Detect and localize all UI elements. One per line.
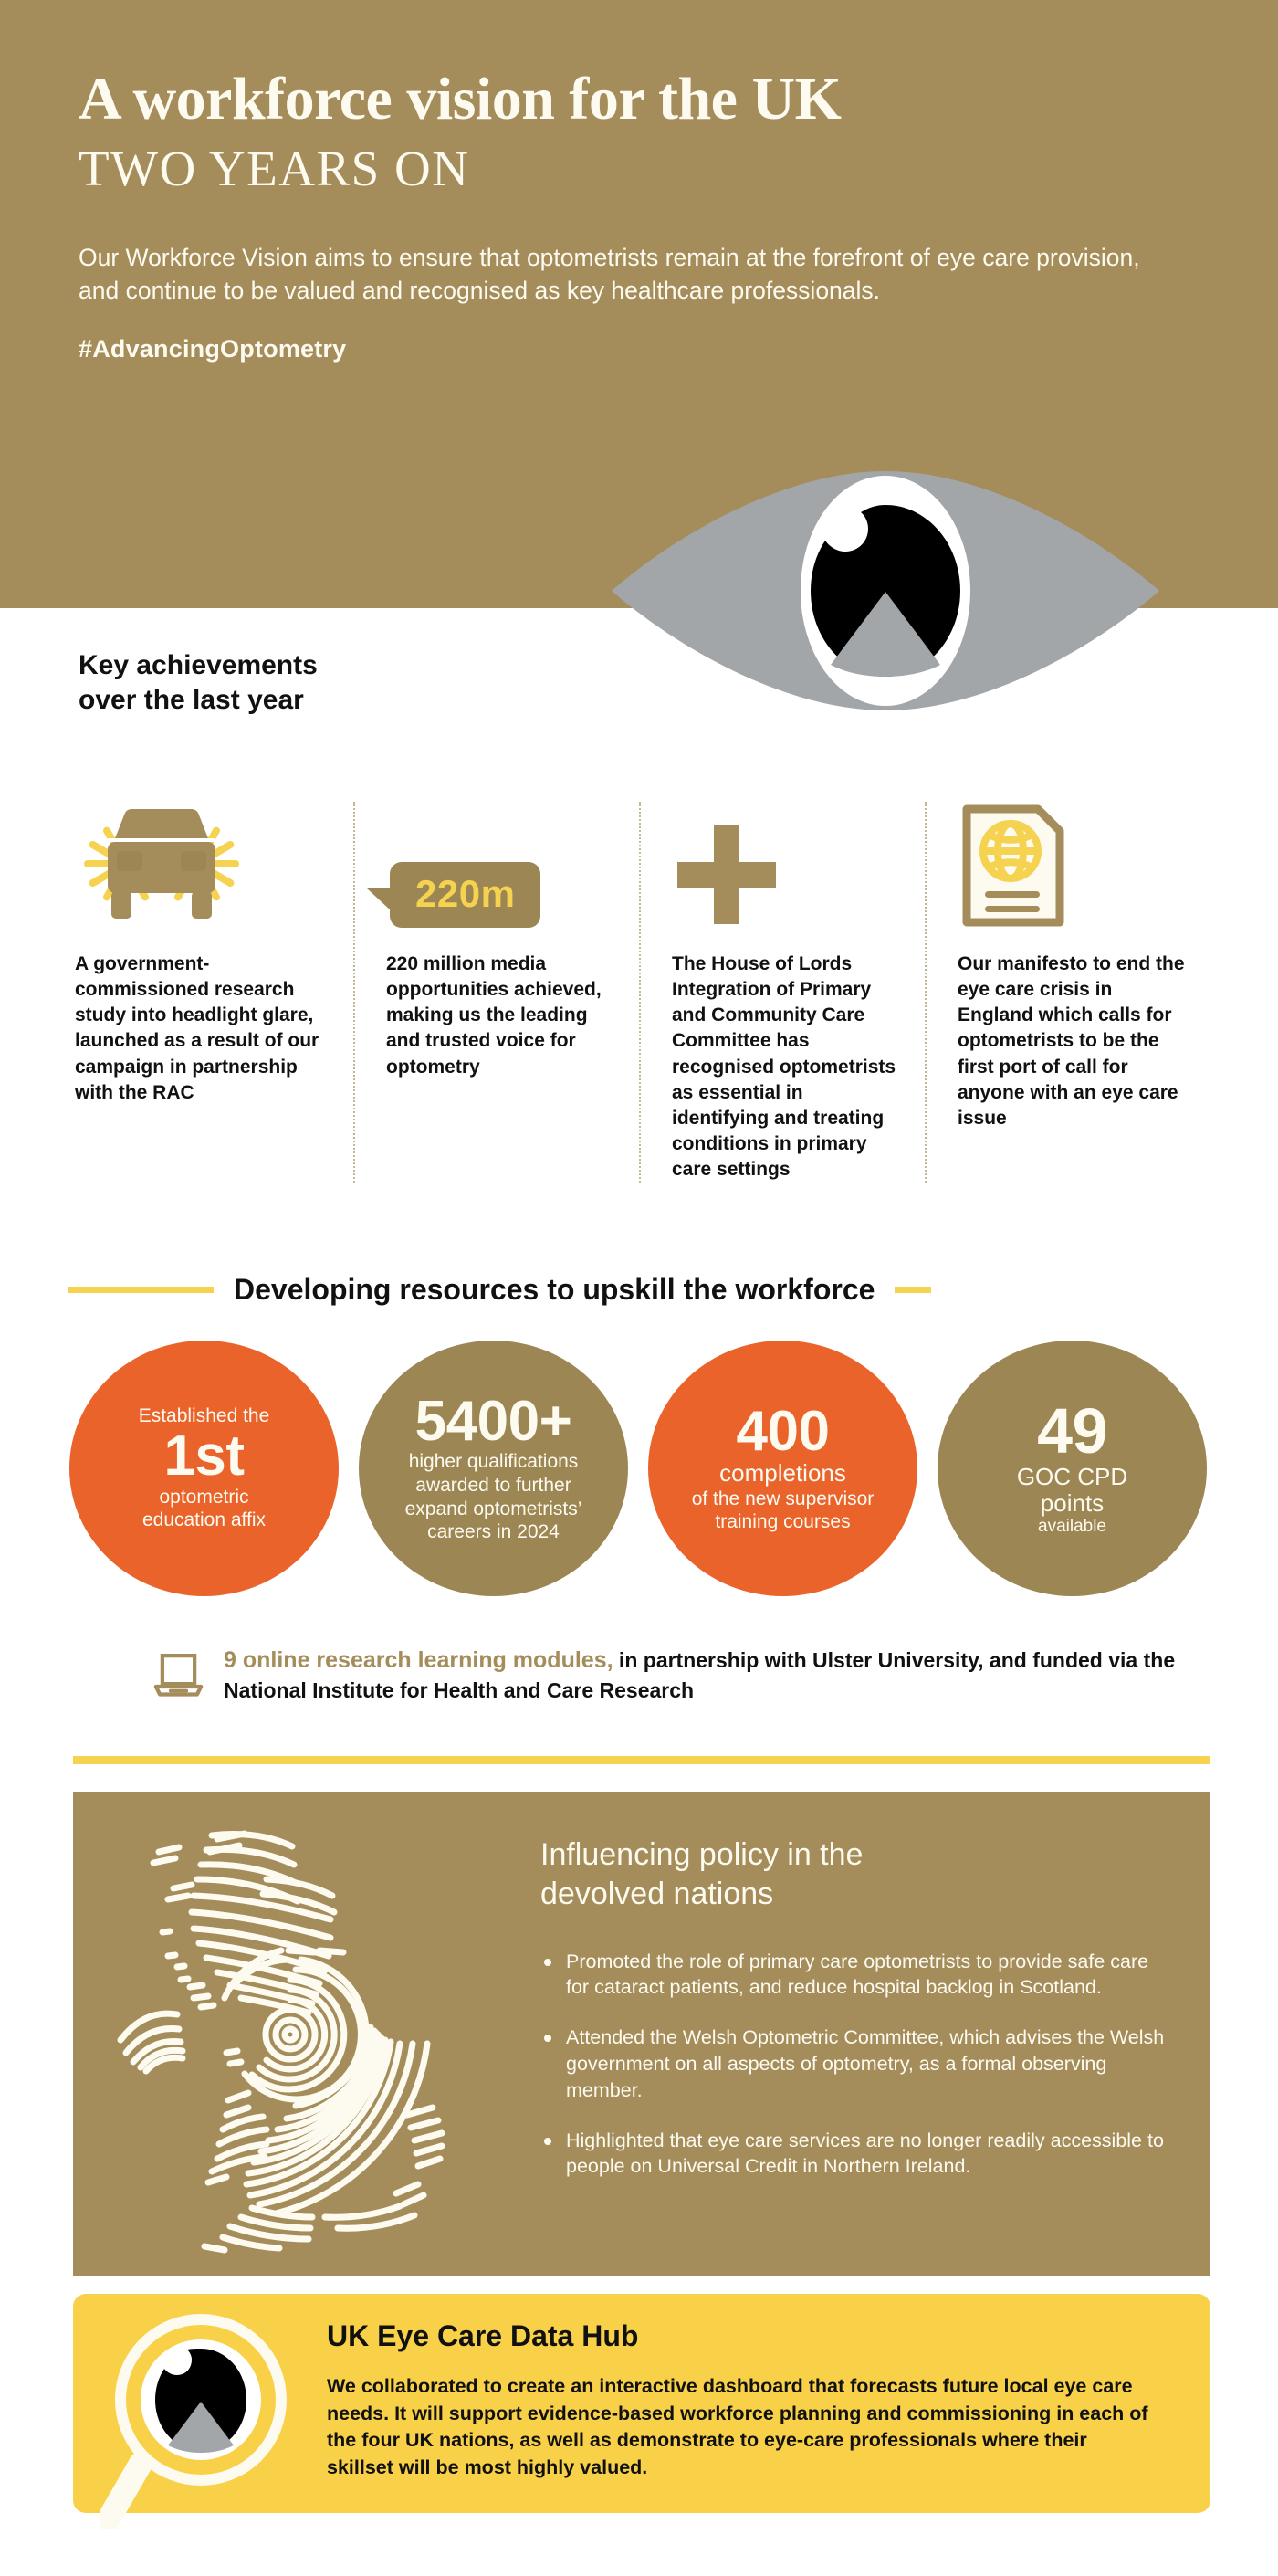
uk-eye-care-data-hub-panel xyxy=(73,2294,1210,2513)
stat-label: completions xyxy=(719,1459,846,1488)
stat-circle-supervisor-completions xyxy=(648,1341,917,1596)
influencing-policy-panel xyxy=(73,1792,1210,2276)
stat-value: 5400+ xyxy=(414,1390,572,1454)
influencing-policy-title xyxy=(540,1835,1170,1914)
achievement-icon-slot xyxy=(75,802,328,928)
laptop-icon xyxy=(153,1644,204,1708)
section-divider-rule xyxy=(73,1756,1210,1764)
car-headlight-glare-icon xyxy=(75,807,248,928)
achievement-item xyxy=(925,802,1210,1183)
developing-resources-title: Developing resources to upskill the workforce xyxy=(234,1273,875,1306)
achievement-item xyxy=(68,802,353,1183)
stat-circles xyxy=(69,1341,1215,1596)
achievement-icon-slot xyxy=(386,802,613,928)
stat-caption-line3: expand optometrists’ xyxy=(404,1498,582,1519)
achievement-text: Our manifesto to end the eye care crisis in England which calls for optometrists to be the first port of call for anyone with an eye care issue xyxy=(958,953,1185,1129)
online-modules-row xyxy=(153,1644,1231,1708)
header-banner xyxy=(0,0,1278,608)
media-opportunities-badge: 220m xyxy=(415,872,516,915)
policy-bullet: Promoted the role of primary care optometrists to provide safe care for cataract patients, and reduce hospital backlog in Scotland. xyxy=(540,1949,1170,2002)
stat-value: 49 xyxy=(1037,1394,1107,1467)
policy-bullet: Attended the Welsh Optometric Committee, which advises the Welsh government on all aspects of optometry, as a formal observing member. xyxy=(540,2024,1170,2103)
achievement-icon-slot xyxy=(672,802,899,928)
stat-caption-line1: optometric xyxy=(159,1486,249,1508)
key-achievements-heading-line2: over the last year xyxy=(79,685,304,716)
stat-prefix: Established the xyxy=(138,1405,270,1427)
influencing-policy-title-line2: devolved nations xyxy=(540,1876,774,1911)
hashtag-label: #AdvancingOptometry xyxy=(79,334,347,363)
achievement-item xyxy=(353,802,639,1183)
key-achievements-heading-line1: Key achievements xyxy=(79,650,318,680)
stat-circle-goc-cpd-points xyxy=(938,1341,1207,1596)
data-hub-text: We collaborated to create an interactive dashboard that forecasts future local eye care needs. It will support evidence-based workforce planning and commissioning in each of the four UK nations, as well as demonstrate to eye-care professionals where their skillset will be most highly valued. xyxy=(327,2375,1148,2478)
key-achievements-heading xyxy=(79,648,318,719)
developing-resources-heading xyxy=(68,1273,1213,1307)
header-lead-paragraph: Our Workforce Vision aims to ensure that optometrists remain at the forefront of eye care provision, and continue to be valued and recognised as key healthcare professionals. xyxy=(79,243,1140,305)
stat-label-line2: points xyxy=(1040,1489,1105,1518)
magnifier-eye-icon xyxy=(100,2301,310,2529)
stat-caption-line4: careers in 2024 xyxy=(427,1521,560,1543)
manifesto-globe-document-icon xyxy=(958,804,1069,928)
stat-value: 1st xyxy=(163,1425,245,1488)
policy-bullet: Highlighted that eye care services are no longer readily accessible to people on Universal Credit in Northern Ireland. xyxy=(540,2128,1170,2181)
achievement-text: 220 million media opportunities achieved, making us the leading and trusted voice for optometry xyxy=(386,953,602,1078)
heading-rule-left xyxy=(68,1287,214,1293)
key-achievements-grid xyxy=(68,802,1213,1183)
page-subtitle: TWO YEARS ON xyxy=(79,140,470,196)
heading-rule-right xyxy=(895,1287,931,1293)
page-title: A workforce vision for the UK xyxy=(79,66,842,132)
achievement-text: The House of Lords Integration of Primary and Community Care Committee has recognised optometrists as essential in identifying and treating conditions in primary care settings xyxy=(672,953,896,1180)
achievement-item xyxy=(639,802,925,1183)
influencing-policy-bullets xyxy=(540,1949,1170,2181)
stat-caption-line1: of the new supervisor xyxy=(691,1488,875,1509)
stat-caption-line2: training courses xyxy=(715,1511,851,1533)
online-modules-lead: 9 online research learning modules, xyxy=(224,1647,613,1673)
influencing-policy-content xyxy=(540,1835,1170,2203)
influencing-policy-title-line1: Influencing policy in the xyxy=(540,1837,864,1872)
data-hub-content xyxy=(327,2319,1158,2482)
online-modules-rest: in partnership with Ulster University, and funded via the National Institute for Health and Care Research xyxy=(224,1648,1176,1702)
data-hub-title: UK Eye Care Data Hub xyxy=(327,2319,639,2352)
stat-caption-line2: education affix xyxy=(141,1509,267,1531)
stat-circle-higher-qualifications xyxy=(359,1341,628,1596)
online-modules-text xyxy=(224,1644,1231,1704)
stat-caption: available xyxy=(1038,1517,1106,1537)
achievement-icon-slot xyxy=(958,802,1185,928)
stat-caption-line1: higher qualifications xyxy=(408,1451,579,1473)
speech-bubble-icon xyxy=(390,862,540,928)
stat-circle-education-affix xyxy=(69,1341,339,1596)
stat-value: 400 xyxy=(736,1400,830,1464)
header-content xyxy=(79,68,1201,363)
achievement-text: A government-commissioned research study into headlight glare, launched as a result of our campaign in partnership with the RAC xyxy=(75,953,320,1103)
stat-caption-line2: awarded to further xyxy=(415,1475,571,1496)
stat-label-line1: GOC CPD xyxy=(1016,1463,1128,1491)
uk-fingerprint-map-icon xyxy=(89,1804,546,2261)
plus-cross-icon xyxy=(672,825,781,928)
